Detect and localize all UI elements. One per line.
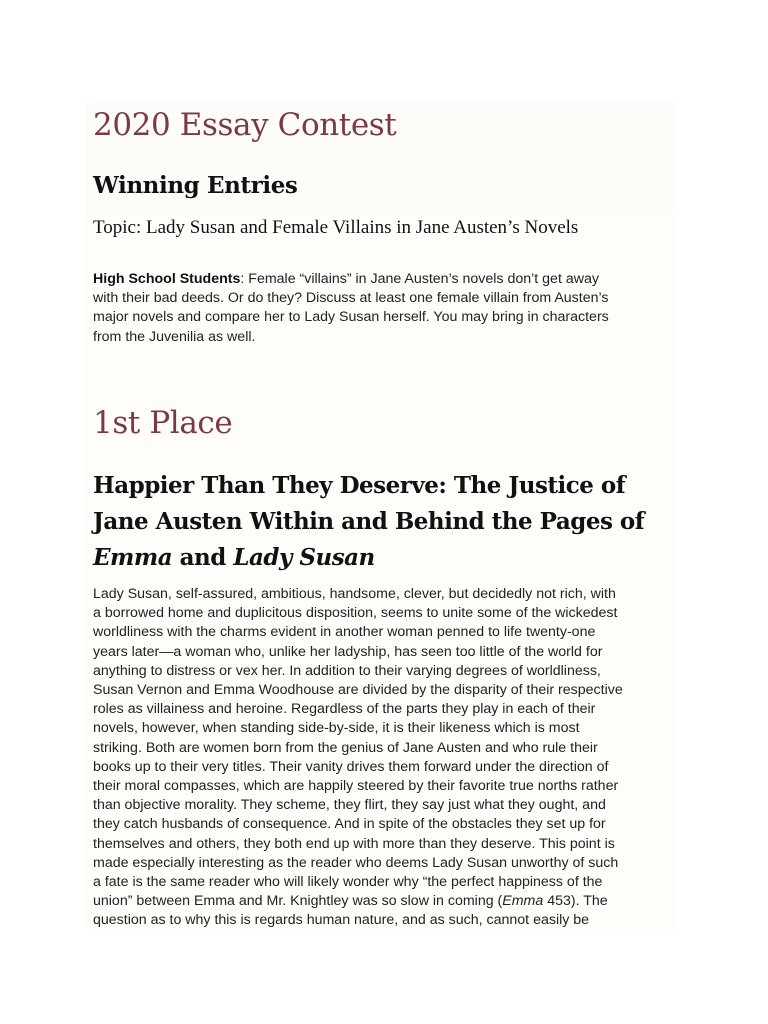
- essay-line: Susan Vernon and Emma Woodhouse are divided by the disparity of their respective: [93, 682, 623, 699]
- essay-line: years later—a woman who, unlike her ladyship, has seen too little of the world for: [93, 643, 603, 660]
- essay-line: themselves and others, they both end up with more than they deserve. This point is: [93, 835, 615, 852]
- essay-line: books up to their very titles. Their vanity drives them forward under the direction of: [93, 758, 609, 775]
- prompt-line: major novels and compare her to Lady Susan herself. You may bring in characters: [93, 309, 609, 326]
- essay-title-emma: Emma: [93, 544, 173, 571]
- essay-line: a fate is the same reader who will likely wonder why “the perfect happiness of the: [93, 874, 603, 891]
- prompt-label: High School Students: [93, 271, 241, 287]
- essay-title-line: Happier Than They Deserve: The Justice of: [93, 472, 626, 499]
- topic-line: Topic: Lady Susan and Female Villains in Jane Austen’s Novels: [93, 217, 579, 238]
- essay-title-lady-susan: Lady Susan: [233, 544, 375, 571]
- essay-line-with-citation: [93, 892, 673, 911]
- first-place-heading: 1st Place: [93, 405, 233, 441]
- essay-title: [93, 468, 673, 576]
- essay-line: worldliness with the charms evident in another woman penned to life twenty-one: [93, 624, 596, 641]
- prompt-line: from the Juvenilia as well.: [93, 328, 256, 345]
- essay-line: than objective morality. They scheme, they flirt, they say just what they ought, and: [93, 797, 606, 814]
- essay-line: Lady Susan, self-assured, ambitious, handsome, clever, but decidedly not rich, with: [93, 586, 616, 602]
- essay-title-and: and: [172, 544, 234, 571]
- essay-body: [93, 585, 673, 931]
- essay-line: anything to distress or vex her. In addition to their varying degrees of worldliness,: [93, 662, 601, 679]
- essay-line-text: union” between Emma and Mr. Knightley was so slow in coming (: [93, 893, 503, 910]
- citation-title: Emma: [502, 893, 544, 910]
- essay-line: their moral compasses, which are happily steered by their favorite true norths rather: [93, 778, 619, 795]
- prompt-line: with their bad deeds. Or do they? Discuss at least one female villain from Austen’s: [93, 290, 609, 307]
- winning-entries-heading: Winning Entries: [93, 172, 298, 199]
- prompt-line: : Female “villains” in Jane Austen’s novels don’t get away: [240, 271, 599, 287]
- essay-line: they catch husbands of consequence. And in spite of the obstacles they set up for: [93, 816, 606, 833]
- essay-line: roles as villainess and heroine. Regardless of the parts they play in each of their: [93, 701, 596, 718]
- contest-prompt: [93, 270, 673, 347]
- essay-line: made especially interesting as the reader who deems Lady Susan unworthy of such: [93, 854, 619, 871]
- essay-line: novels, however, when standing side-by-side, it is their likeness which is most: [93, 720, 580, 737]
- essay-line: question as to why this is regards human nature, and as such, cannot easily be: [93, 912, 590, 929]
- essay-title-line: Jane Austen Within and Behind the Pages of: [93, 508, 645, 535]
- essay-line: a borrowed home and duplicitous disposition, seems to unite some of the wickedest: [93, 605, 618, 622]
- essay-line: striking. Both are women born from the genius of Jane Austen and who rule their: [93, 739, 598, 756]
- page-title: 2020 Essay Contest: [93, 107, 397, 143]
- citation-page: 453). The: [543, 893, 608, 910]
